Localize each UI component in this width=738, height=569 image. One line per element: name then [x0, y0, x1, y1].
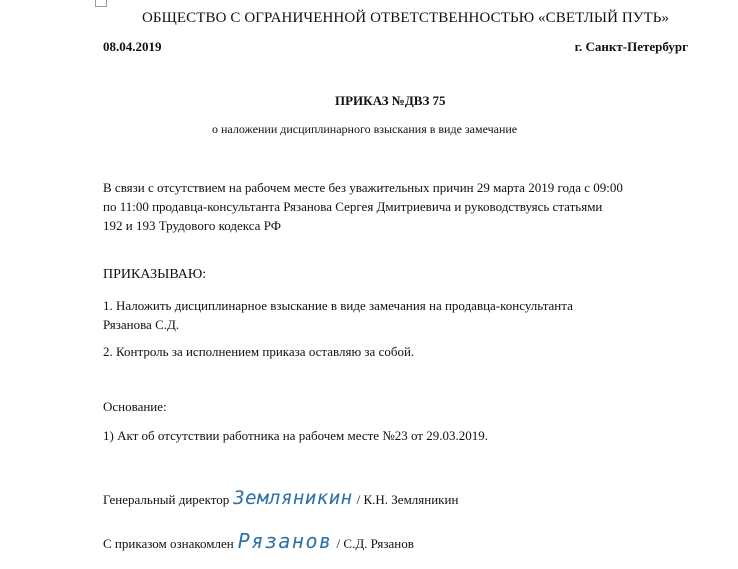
- ack-label: С приказом ознакомлен: [103, 536, 234, 551]
- basis-item: 1) Акт об отсутствии работника на рабочем месте №23 от 29.03.2019.: [103, 428, 488, 443]
- order-title: ПРИКАЗ №ДВЗ 75: [335, 93, 446, 108]
- orders-heading: ПРИКАЗЫВАЮ:: [103, 267, 207, 282]
- ack-name: / С.Д. Рязанов: [336, 536, 414, 551]
- page-corner-mark: [95, 0, 107, 7]
- director-signature-row: [103, 487, 458, 509]
- order-item-2: 2. Контроль за исполнением приказа оставляю за собой.: [103, 344, 415, 359]
- ack-handwritten-signature: Рязанов: [237, 529, 333, 553]
- preamble-line: В связи с отсутствием на рабочем месте без уважительных причин 29 марта 2019 года с 09:00: [103, 180, 623, 195]
- director-handwritten-signature: Земляникин: [233, 487, 353, 509]
- acknowledgement-row: [103, 529, 414, 553]
- preamble-line: 192 и 193 Трудового кодекса РФ: [103, 218, 281, 233]
- document-date: 08.04.2019: [103, 39, 162, 54]
- director-name: / К.Н. Земляникин: [356, 492, 459, 507]
- order-item-1-line: Рязанова С.Д.: [103, 317, 180, 332]
- order-item-1-line: 1. Наложить дисциплинарное взыскание в виде замечания на продавца-консультанта: [103, 298, 573, 313]
- preamble-line: по 11:00 продавца-консультанта Рязанова Сергея Дмитриевича и руководствуясь статьями: [103, 199, 603, 214]
- basis-heading: Основание:: [103, 399, 167, 414]
- organization-name: ОБЩЕСТВО С ОГРАНИЧЕННОЙ ОТВЕТСТВЕННОСТЬЮ «СВЕТЛЫЙ ПУТЬ»: [142, 10, 670, 26]
- order-subtitle: о наложении дисциплинарного взыскания в виде замечание: [212, 122, 518, 136]
- order-item-1: [103, 296, 573, 334]
- document-city: г. Санкт-Петербург: [574, 39, 688, 54]
- order-preamble: [103, 178, 703, 235]
- director-label: Генеральный директор: [103, 492, 230, 507]
